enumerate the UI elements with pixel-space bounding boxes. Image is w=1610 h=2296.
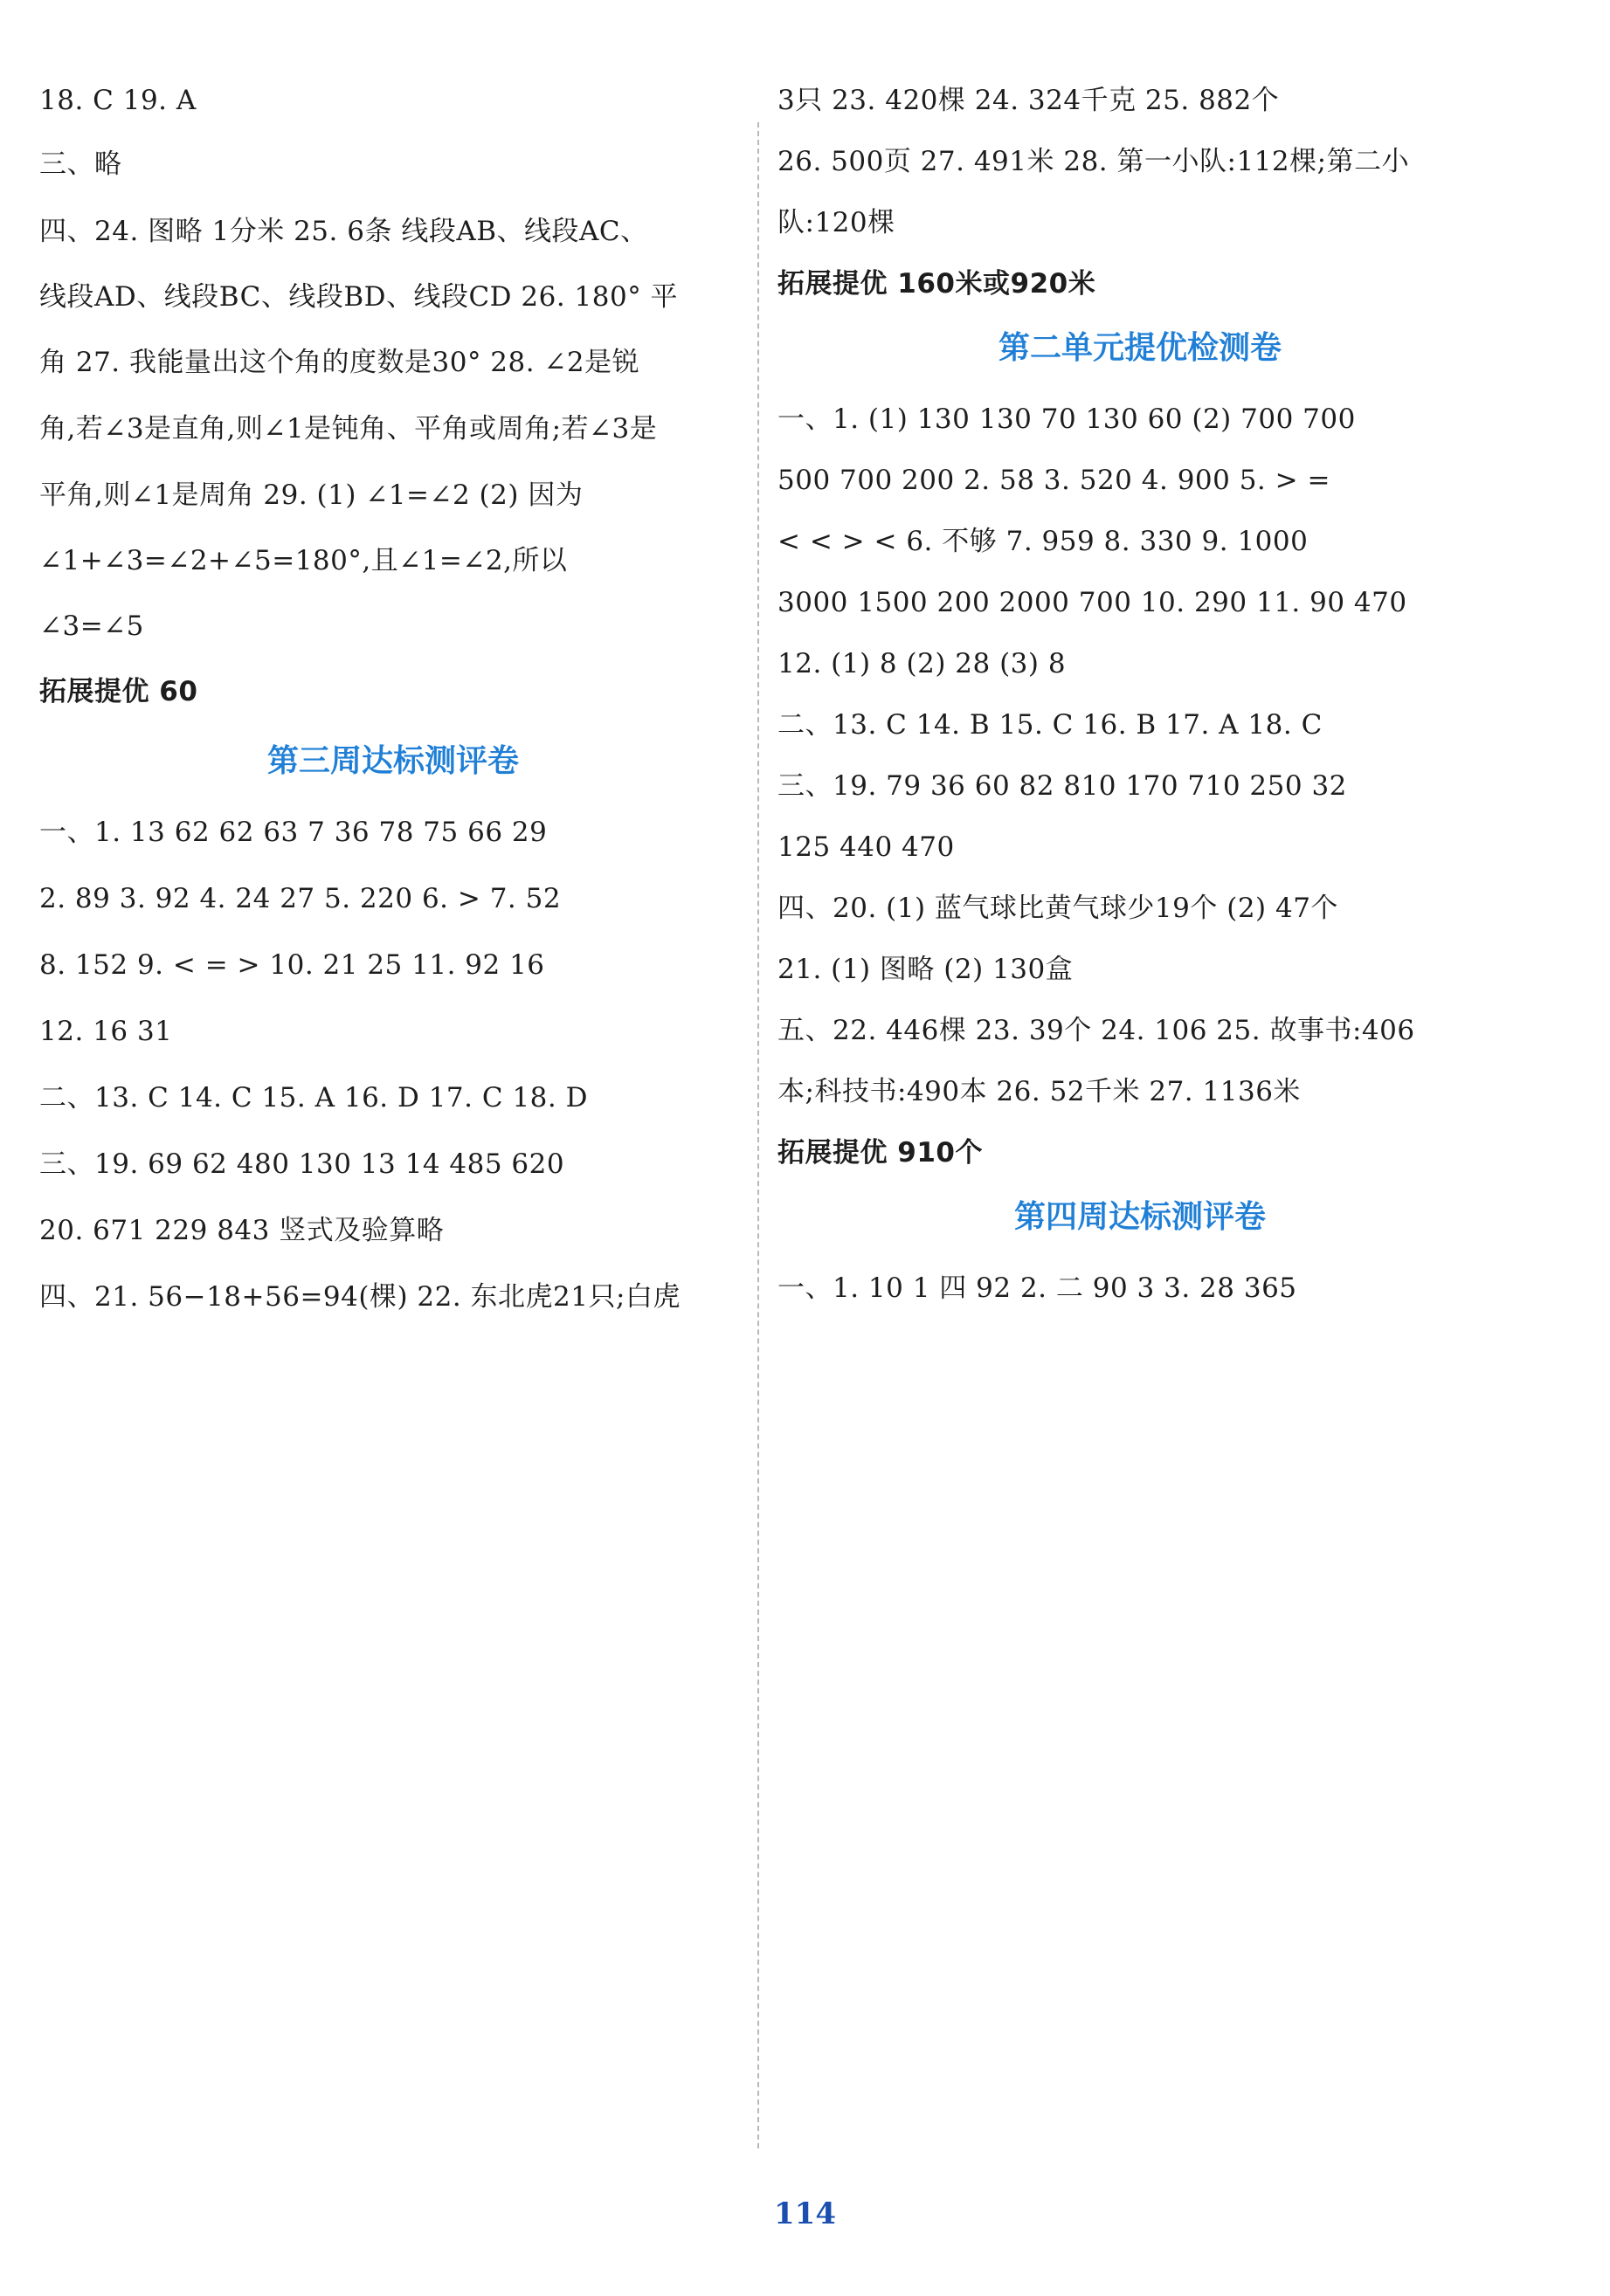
answer-line: 三、略 [39, 148, 122, 180]
answer-line: 三、19. 79 36 60 82 810 170 710 250 32 [777, 770, 1347, 802]
extension-answer: 拓展提优 60 [39, 676, 198, 707]
answer-line: 角,若∠3是直角,则∠1是钝角、平角或周角;若∠3是 [39, 413, 658, 445]
answer-line: 五、22. 446棵 23. 39个 24. 106 25. 故事书:406 [777, 1015, 1415, 1046]
answer-line: < < > < 6. 不够 7. 959 8. 330 9. 1000 [777, 526, 1309, 557]
answer-line: 队:120棵 [777, 207, 895, 238]
answer-line: 线段AD、线段BC、线段BD、线段CD 26. 180° 平 [39, 281, 679, 313]
answer-line: 2. 89 3. 92 4. 24 27 5. 220 6. > 7. 52 [39, 883, 562, 914]
answer-line: 三、19. 69 62 480 130 13 14 485 620 [39, 1148, 565, 1180]
answer-line: 3000 1500 200 2000 700 10. 290 11. 90 470 [777, 587, 1407, 618]
section-heading: 第二单元提优检测卷 [998, 330, 1282, 366]
answer-line: 3只 23. 420棵 24. 324千克 25. 882个 [777, 85, 1280, 116]
section-heading: 第四周达标测评卷 [1013, 1199, 1266, 1235]
answer-line: 20. 671 229 843 竖式及验算略 [39, 1215, 445, 1246]
answer-line: 125 440 470 [777, 831, 955, 863]
column-divider [757, 122, 759, 2148]
answer-line: 21. (1) 图略 (2) 130盒 [777, 954, 1074, 985]
extension-answer: 拓展提优 160米或920米 [777, 268, 1096, 300]
answer-line: 一、1. 10 1 四 92 2. 二 90 3 3. 28 365 [777, 1272, 1297, 1304]
answer-line: 26. 500页 27. 491米 28. 第一小队:112棵;第二小 [777, 146, 1410, 177]
answer-line: ∠1+∠3=∠2+∠5=180°,且∠1=∠2,所以 [39, 545, 568, 576]
answer-line: 平角,则∠1是周角 29. (1) ∠1=∠2 (2) 因为 [39, 479, 584, 511]
answer-line: 8. 152 9. < = > 10. 21 25 11. 92 16 [39, 949, 545, 981]
answer-line: 一、1. (1) 130 130 70 130 60 (2) 700 700 [777, 403, 1356, 435]
answer-line: 本;科技书:490本 26. 52千米 27. 1136米 [777, 1076, 1301, 1107]
answer-line: 12. (1) 8 (2) 28 (3) 8 [777, 648, 1067, 679]
answer-line: 二、13. C 14. B 15. C 16. B 17. A 18. C [777, 709, 1323, 741]
page-number: 114 [774, 2196, 836, 2231]
answer-line: 一、1. 13 62 62 63 7 36 78 75 66 29 [39, 817, 548, 848]
answer-line: 12. 16 31 [39, 1016, 173, 1047]
answer-line: 四、24. 图略 1分米 25. 6条 线段AB、线段AC、 [39, 216, 648, 247]
answer-line: ∠3=∠5 [39, 610, 144, 642]
answer-line: 四、20. (1) 蓝气球比黄气球少19个 (2) 47个 [777, 893, 1338, 924]
section-heading: 第三周达标测评卷 [266, 743, 519, 779]
answer-line: 二、13. C 14. C 15. A 16. D 17. C 18. D [39, 1082, 588, 1114]
answer-line: 四、21. 56−18+56=94(棵) 22. 东北虎21只;白虎 [39, 1281, 681, 1313]
answer-line: 角 27. 我能量出这个角的度数是30° 28. ∠2是锐 [39, 347, 640, 378]
answer-line: 500 700 200 2. 58 3. 520 4. 900 5. > = [777, 465, 1330, 496]
extension-answer: 拓展提优 910个 [777, 1137, 984, 1169]
answer-line: 18. C 19. A [39, 85, 197, 116]
